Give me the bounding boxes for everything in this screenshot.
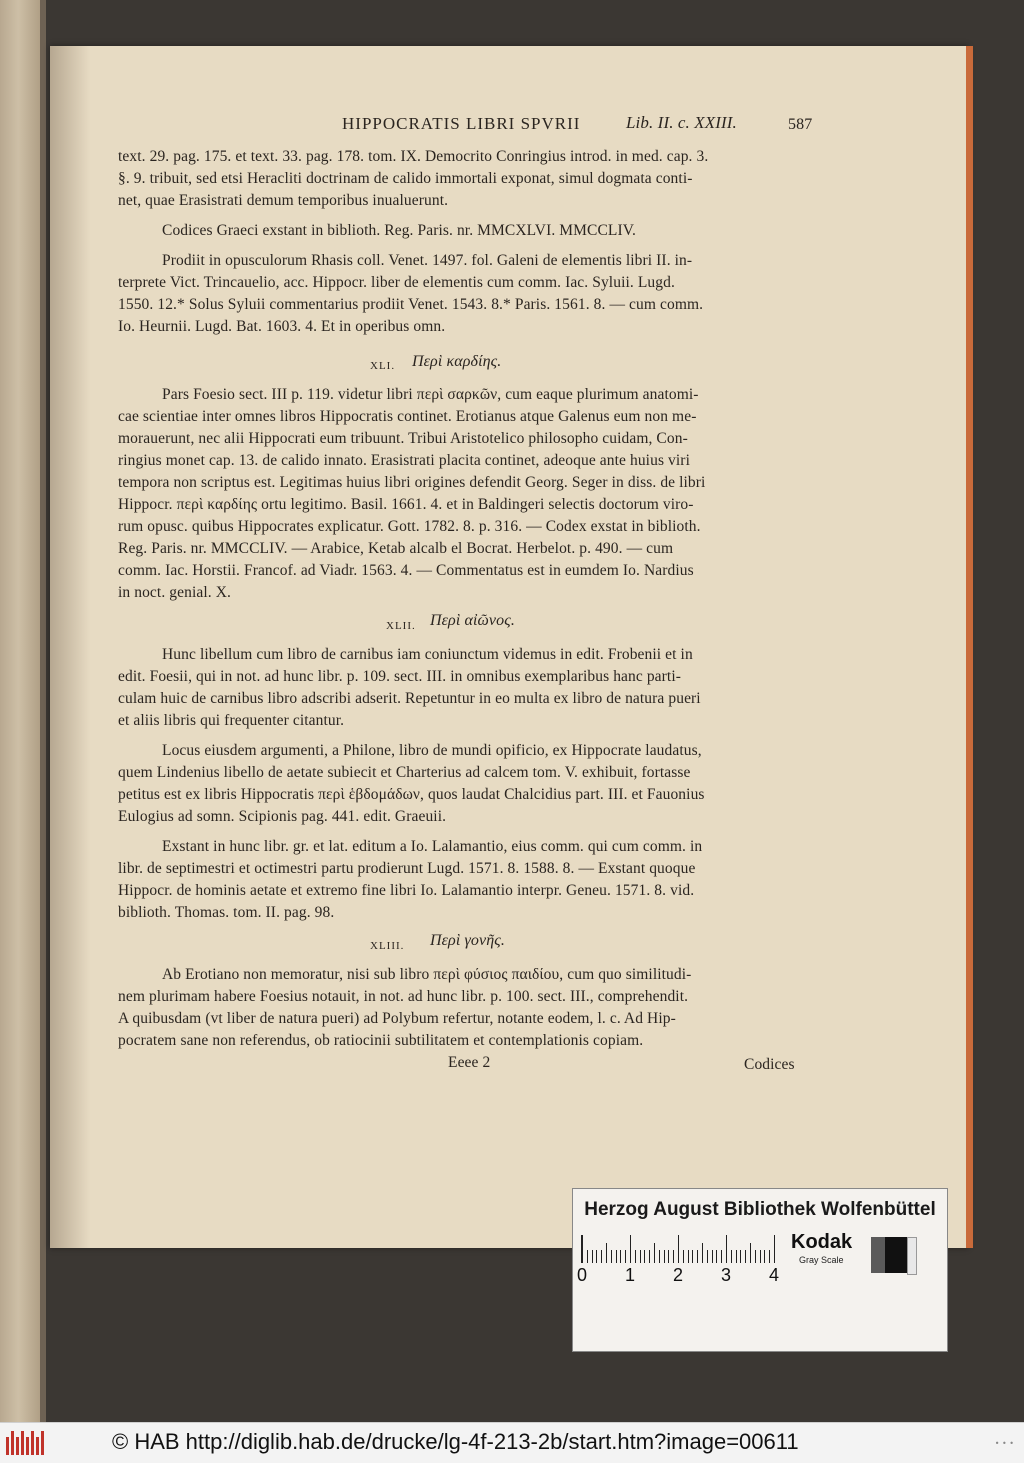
logo-bar xyxy=(26,1437,29,1455)
ruler-tick xyxy=(616,1250,617,1263)
logo-bar xyxy=(41,1431,44,1455)
text-line: biblioth. Thomas. tom. II. pag. 98. xyxy=(118,904,335,921)
text-line: culam huic de carnibus libro adscribi adserit. Repetuntur in eo multa ex libro de natura pueri xyxy=(118,690,701,707)
running-title: HIPPOCRATIS LIBRI SPVRII xyxy=(342,114,581,133)
ruler-tick xyxy=(659,1250,660,1263)
running-section: Lib. II. c. XXIII. xyxy=(626,113,737,132)
text-line: tempora non scriptus est. Legitimas huius libri origines defendit Georg. Seger in diss. de libri xyxy=(118,474,706,491)
hab-logo-icon xyxy=(6,1431,44,1455)
scale-number: 1 xyxy=(625,1265,636,1285)
ruler-tick xyxy=(755,1250,756,1263)
ruler-tick xyxy=(712,1250,713,1263)
gray-swatch xyxy=(871,1237,885,1273)
signature-mark: Eeee 2 xyxy=(448,1054,491,1071)
text-line: Eulogius ad somn. Scipionis pag. 441. edit. Graeuii. xyxy=(118,808,447,825)
ruler-tick xyxy=(764,1250,765,1263)
ruler-tick xyxy=(587,1250,588,1263)
logo-bar xyxy=(11,1431,14,1455)
ruler-tick xyxy=(640,1250,641,1263)
text-line: rum opusc. quibus Hippocrates explicatur. Gott. 1782. 8. p. 316. — Codex exstat in biblioth. xyxy=(118,518,701,535)
text-line: et aliis libris qui frequenter citantur. xyxy=(118,712,345,729)
logo-bar xyxy=(16,1437,19,1455)
text-line: Ab Erotiano non memoratur, nisi sub libro περὶ φύσιος παιδίου, cum quo similitudi- xyxy=(162,966,692,983)
library-name: Herzog August Bibliothek Wolfenbüttel xyxy=(584,1199,936,1220)
text-line: §. 9. tribuit, sed etsi Heracliti doctrinam de calido immortali exponat, simul dogmata conti- xyxy=(118,170,693,187)
black-swatch xyxy=(885,1237,907,1273)
ruler-tick xyxy=(760,1250,761,1263)
text-line: pocratem sane non referendus, ob ratiocinii subtilitatem et contemplationis copiam. xyxy=(118,1032,644,1049)
text-line: Io. Heurnii. Lugd. Bat. 1603. 4. Et in operibus omn. xyxy=(118,318,446,335)
ruler-tick xyxy=(745,1250,746,1263)
text-line: edit. Foesii, qui in not. ad hunc libr. p. 109. sect. III. in omnibus exemplaribus hanc parti- xyxy=(118,668,681,685)
ruler-tick xyxy=(596,1250,597,1263)
ruler-tick xyxy=(644,1250,645,1263)
color-target-card xyxy=(572,1188,948,1352)
scale-number: 2 xyxy=(673,1265,684,1285)
text-line: libr. de septimestri et octimestri partu prodierunt Lugd. 1571. 8. 1588. 8. — Exstant quoque xyxy=(118,860,696,877)
text-line: Codices Graeci exstant in biblioth. Reg. Paris. nr. MMCXLVI. MMCCLIV. xyxy=(162,222,637,239)
ruler-tick xyxy=(716,1250,717,1263)
text-line: quem Lindenius libello de aetate subiecit et Charterius ad calcem tom. V. exhibuit, fortasse xyxy=(118,764,691,781)
text-line: Prodiit in opusculorum Rhasis coll. Venet. 1497. fol. Galeni de elementis libri II. in- xyxy=(162,252,693,269)
text-line: Hippocr. περὶ καρδίης ortu legitimo. Basil. 1661. 4. et in Baldingeri selectis doctorum viro- xyxy=(118,496,694,513)
page-edge-red xyxy=(966,46,973,1248)
ruler-tick xyxy=(769,1250,770,1263)
section-title: Περὶ καρδίης. xyxy=(412,353,502,370)
ruler-tick xyxy=(692,1250,693,1263)
text-line: Hippocr. de hominis aetate et extremo fine libri Io. Lalamantio interpr. Geneu. 1571. 8. vid. xyxy=(118,882,695,899)
ruler-tick xyxy=(654,1243,655,1263)
ruler-tick xyxy=(688,1250,689,1263)
gray-scale-label: Gray Scale xyxy=(799,1255,844,1265)
text-line: text. 29. pag. 175. et text. 33. pag. 178. tom. IX. Democrito Conringius introd. in med. cap. 3. xyxy=(118,148,709,165)
catchword: Codices xyxy=(744,1056,795,1073)
text-line: Reg. Paris. nr. MMCCLIV. — Arabice, Ketab alcalb el Bocrat. Herbelot. p. 490. — cum xyxy=(118,540,674,557)
logo-bar xyxy=(21,1431,24,1455)
ruler-tick xyxy=(750,1243,751,1263)
white-swatch xyxy=(907,1237,917,1275)
page-number: 587 xyxy=(788,116,813,133)
binding-shadow xyxy=(50,46,90,1248)
scale-ruler xyxy=(581,1235,778,1263)
ruler-tick xyxy=(721,1250,722,1263)
copyright-url: © HAB http://diglib.hab.de/drucke/lg-4f-213-2b/start.htm?image=00611 xyxy=(112,1429,799,1454)
section-title: Περὶ αἰῶνος. xyxy=(430,612,515,629)
scale-number: 4 xyxy=(769,1265,780,1285)
text-line: Hunc libellum cum libro de carnibus iam coniunctum videmus in edit. Frobenii et in xyxy=(162,646,693,663)
scale-number: 0 xyxy=(577,1265,588,1285)
text-line: in noct. genial. X. xyxy=(118,584,231,601)
text-line: ringius monet cap. 13. de calido innato. Erasistrati placita continet, adeoque ante huius viri xyxy=(118,452,690,469)
text-line: Exstant in hunc libr. gr. et lat. editum a Io. Lalamantio, eius comm. qui cum comm. in xyxy=(162,838,703,855)
page-gutter xyxy=(40,0,46,1422)
text-line: cae scientiae inter omnes libros Hippocratis continet. Erotianus atque Galenus eum non me- xyxy=(118,408,697,425)
kodak-brand: Kodak xyxy=(791,1231,853,1253)
ruler-tick xyxy=(731,1250,732,1263)
ruler-tick xyxy=(664,1250,665,1263)
ruler-tick xyxy=(673,1250,674,1263)
ruler-tick xyxy=(683,1250,684,1263)
section-number: XLI. xyxy=(370,360,396,372)
logo-bar xyxy=(36,1437,39,1455)
ruler-tick xyxy=(630,1235,631,1263)
ruler-tick xyxy=(774,1235,775,1263)
ruler-tick xyxy=(668,1250,669,1263)
ruler-tick xyxy=(611,1250,612,1263)
text-line: terprete Vict. Trincauelio, acc. Hippocr. liber de elementis cum comm. Iac. Syluii. Lugd. xyxy=(118,274,675,291)
section-number: XLIII. xyxy=(370,940,405,952)
ruler-tick xyxy=(697,1250,698,1263)
logo-bar xyxy=(31,1431,34,1455)
ruler-tick xyxy=(707,1250,708,1263)
ruler-tick xyxy=(582,1235,583,1263)
ruler-tick xyxy=(601,1250,602,1263)
ruler-tick xyxy=(726,1235,727,1263)
logo-bar xyxy=(6,1437,9,1455)
text-line: comm. Iac. Horstii. Francof. ad Viadr. 1563. 4. — Commentatus est in eumdem Io. Nardius xyxy=(118,562,694,579)
ruler-tick xyxy=(625,1250,626,1263)
ruler-tick xyxy=(635,1250,636,1263)
ruler-tick xyxy=(736,1250,737,1263)
ruler-tick xyxy=(649,1250,650,1263)
ruler-tick xyxy=(702,1243,703,1263)
section-title: Περὶ γονῆς. xyxy=(430,932,505,949)
text-line: net, quae Erasistrati demum temporibus inualuerunt. xyxy=(118,192,449,209)
ruler-tick xyxy=(620,1250,621,1263)
text-line: Locus eiusdem argumenti, a Philone, libro de mundi opificio, ex Hippocrate laudatus, xyxy=(162,742,702,759)
scale-number: 3 xyxy=(721,1265,732,1285)
ruler-tick xyxy=(592,1250,593,1263)
footer-bar xyxy=(0,1422,1024,1463)
section-number: XLII. xyxy=(386,620,416,632)
text-line: nem plurimam habere Foesius notauit, in not. ad hunc libr. p. 100. sect. III., comprehendit. xyxy=(118,988,689,1005)
text-line: 1550. 12.* Solus Syluii commentarius prodiit Venet. 1543. 8.* Paris. 1561. 8. — cum comm. xyxy=(118,296,704,313)
text-line: A quibusdam (vt liber de natura pueri) ad Polybum refertur, notante eodem, l. c. Ad Hip- xyxy=(118,1010,676,1027)
text-line: petitus est ex libris Hippocratis περὶ ἑβδομάδων, quos laudat Chalcidius part. III. et Fauonius xyxy=(118,786,705,803)
ruler-tick xyxy=(678,1235,679,1263)
menu-dots-icon: • • • xyxy=(994,1439,1014,1448)
text-line: morauerunt, nec alii Hippocrati eum tribuunt. Tribui Aristotelico philosopho cuidam, Con- xyxy=(118,430,688,447)
text-line: Pars Foesio sect. III p. 119. videtur libri περὶ σαρκῶν, cum eaque plurimum anatomi- xyxy=(162,386,699,403)
ruler-tick xyxy=(606,1243,607,1263)
ruler-tick xyxy=(740,1250,741,1263)
